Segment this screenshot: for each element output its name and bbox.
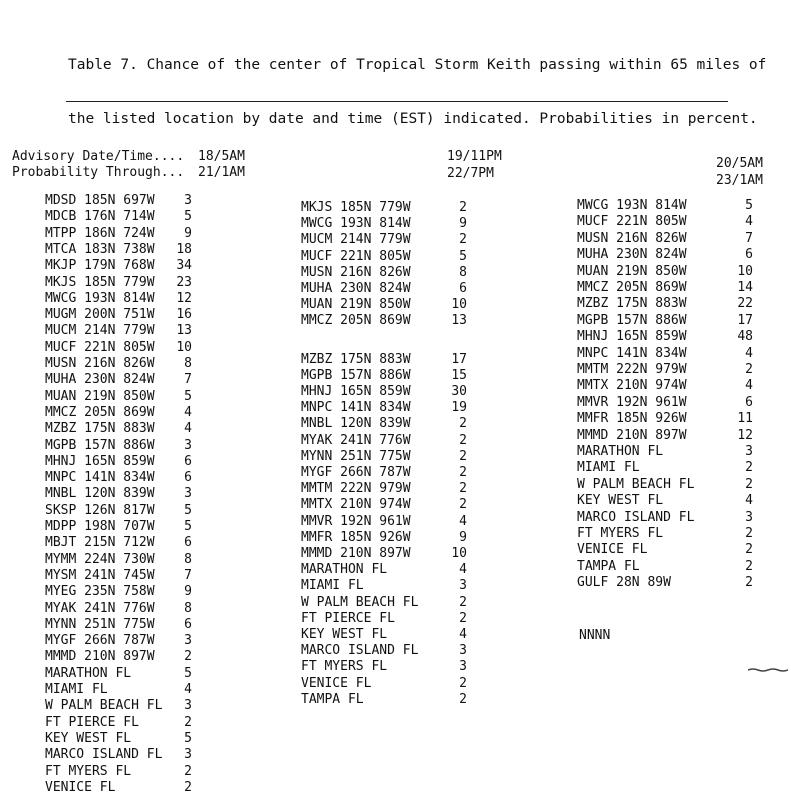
col2-probability-through: 22/7PM [447,166,494,181]
probability-value: 17 [737,312,753,328]
probability-value: 10 [451,546,467,561]
location-name: MYGF 266N 787W [45,633,155,649]
location-name: MNBL 120N 839W [45,486,155,502]
location-name: VENICE FL [577,542,648,558]
location-name: TAMPA FL [301,691,364,707]
location-name: MYAK 241N 776W [45,600,155,616]
probability-value: 3 [459,659,467,675]
location-name: MUAN 219N 850W [301,297,411,313]
probability-value: 2 [745,526,753,541]
location-name: MHNJ 165N 859W [45,453,155,469]
location-name: MIAMI FL [577,460,640,476]
horizontal-rule [66,101,728,102]
location-name: MUCF 221N 805W [577,214,687,230]
location-name: MUHA 230N 824W [45,372,155,388]
probability-value: 18 [176,241,192,257]
location-name: MYAK 241N 776W [301,432,411,448]
location-name: MUGM 200N 751W [45,307,155,323]
location-name: MARCO ISLAND FL [45,747,163,763]
location-name: MARATHON FL [301,562,388,578]
location-name: MYNN 251N 775W [301,448,411,464]
probability-value: 2 [459,200,467,215]
probability-value: 6 [184,535,192,551]
location-name: MHNJ 165N 859W [577,329,687,345]
location-name: MNPC 141N 834W [301,400,411,416]
probability-value: 3 [459,643,467,659]
probability-value: 15 [451,367,467,383]
probability-value: 4 [184,421,192,437]
probability-value: 6 [745,394,753,410]
location-name: MUSN 216N 826W [45,356,155,371]
probability-value: 3 [745,509,753,525]
probability-value: 11 [737,411,753,427]
location-name: W PALM BEACH FL [45,698,163,714]
location-name: MDSD 185N 697W [45,193,155,208]
location-name: MNPC 141N 834W [45,470,155,486]
probability-value: 9 [459,529,467,545]
location-name: MIAMI FL [301,578,364,594]
probability-value: 2 [745,362,753,377]
location-name: MUSN 216N 826W [577,230,687,246]
probability-value: 9 [184,225,192,241]
location-name: MWCG 193N 814W [301,216,411,232]
location-name: VENICE FL [45,779,116,795]
probability-value: 5 [745,198,753,213]
probability-value: 48 [737,329,753,345]
location-name: MMMD 210N 897W [577,427,687,443]
location-name: FT MYERS FL [301,659,388,675]
location-name: MTPP 186N 724W [45,225,155,241]
probability-value: 2 [459,465,467,480]
probability-value: 9 [184,584,192,600]
location-name: MARATHON FL [45,665,132,681]
location-name: MARCO ISLAND FL [577,509,695,525]
probability-value: 2 [459,481,467,497]
location-name: MZBZ 175N 883W [577,296,687,312]
probability-value: 2 [184,649,192,665]
probability-value: 4 [459,627,467,642]
probability-value: 5 [459,248,467,264]
location-name: FT MYERS FL [577,526,664,541]
probability-value: 7 [184,372,192,388]
probability-value: 2 [184,779,192,795]
probability-value: 19 [451,400,467,416]
location-name: MMTM 222N 979W [577,362,687,377]
location-name: MMMD 210N 897W [301,546,411,561]
location-name: MNBL 120N 839W [301,416,411,432]
probability-value: 13 [451,313,467,329]
location-name: GULF 28N 89W [577,575,671,591]
probability-value: 6 [184,453,192,469]
probability-value: 4 [745,214,753,230]
probability-value: 6 [184,470,192,486]
col3-probability-through: 23/1AM [716,173,763,188]
location-name: MKJS 185N 779W [45,274,155,290]
location-name: FT MYERS FL [45,763,132,779]
probability-value: 22 [737,296,753,312]
location-name: MYEG 235N 758W [45,584,155,600]
probability-value: 7 [184,567,192,583]
probability-value: 3 [184,486,192,502]
location-name: MYMM 224N 730W [45,551,155,567]
probability-value: 8 [184,551,192,567]
probability-value: 6 [745,247,753,263]
probability-value: 4 [745,493,753,509]
probability-value: 6 [184,616,192,632]
probability-value: 2 [459,448,467,464]
location-name: MZBZ 175N 883W [45,421,155,437]
location-name: MMVR 192N 961W [301,513,411,529]
probability-value: 7 [745,230,753,246]
location-name: MUHA 230N 824W [301,281,411,296]
probability-value: 30 [451,384,467,399]
probability-value: 2 [745,558,753,574]
location-name: MDPP 198N 707W [45,519,155,534]
probability-value: 2 [459,691,467,707]
location-name: MUCF 221N 805W [45,339,155,355]
probability-value: 9 [459,216,467,232]
location-name: MHNJ 165N 859W [301,384,411,399]
probability-value: 2 [459,497,467,513]
location-name: FT PIERCE FL [45,714,139,730]
location-name: KEY WEST FL [577,493,664,509]
probability-value: 13 [176,323,192,339]
location-name: MUCF 221N 805W [301,248,411,264]
probability-value: 4 [459,562,467,578]
probability-value: 3 [459,578,467,594]
location-name: MMFR 185N 926W [301,529,411,545]
probability-value: 16 [176,307,192,323]
location-name: MGPB 157N 886W [45,437,155,453]
location-name: SKSP 126N 817W [45,502,155,518]
location-name: MMCZ 205N 869W [301,313,411,329]
location-name: MWCG 193N 814W [45,290,155,306]
location-name: MKJP 179N 768W [45,258,155,274]
probability-value: 17 [451,351,467,367]
location-name: MMTX 210N 974W [301,497,411,513]
location-name: KEY WEST FL [45,730,132,746]
probability-value: 5 [184,519,192,534]
location-name: MYNN 251N 775W [45,616,155,632]
probability-value: 2 [459,610,467,626]
col1-probability-through: 21/1AM [198,165,245,180]
probability-value: 14 [737,280,753,295]
probability-value: 3 [184,633,192,649]
probability-value: 5 [184,388,192,404]
location-name: FT PIERCE FL [301,610,395,626]
location-name: MMMD 210N 897W [45,649,155,665]
col2-advisory-date: 19/11PM [447,149,502,164]
probability-value: 5 [184,730,192,746]
probability-value: 2 [184,714,192,730]
probability-value: 2 [459,232,467,248]
location-name: MUCM 214N 779W [301,232,411,248]
location-name: MBJT 215N 712W [45,535,155,551]
location-name: VENICE FL [301,675,372,691]
location-name: MMTX 210N 974W [577,378,687,394]
probability-value: 10 [737,263,753,279]
pen-mark [748,668,788,672]
probability-value: 3 [745,444,753,459]
probability-value: 4 [745,378,753,394]
probability-value: 2 [184,763,192,779]
probability-value: 2 [745,476,753,492]
probability-value: 3 [184,747,192,763]
location-name: MDCB 176N 714W [45,209,155,225]
location-name: MARCO ISLAND FL [301,643,419,659]
probability-value: 8 [184,600,192,616]
probability-value: 4 [184,404,192,420]
probability-value: 3 [184,437,192,453]
location-name: MUAN 219N 850W [45,388,155,404]
location-name: MMTM 222N 979W [301,481,411,497]
probability-value: 4 [459,513,467,529]
probability-value: 5 [184,209,192,225]
location-name: MMFR 185N 926W [577,411,687,427]
location-name: MUAN 219N 850W [577,263,687,279]
probability-value: 12 [176,290,192,306]
advisory-date-label: Advisory Date/Time.... [12,149,185,164]
probability-value: 5 [184,502,192,518]
location-name: MGPB 157N 886W [301,367,411,383]
location-name: MKJS 185N 779W [301,200,411,215]
location-name: MMVR 192N 961W [577,394,687,410]
end-marker: NNNN [579,628,611,643]
location-name: MYGF 266N 787W [301,465,411,480]
location-name: MTCA 183N 738W [45,241,155,257]
location-name: MGPB 157N 886W [577,312,687,328]
location-name: MZBZ 175N 883W [301,351,411,367]
location-name: MARATHON FL [577,444,664,459]
caption-line-2: the listed location by date and time (EST) indicated. Probabilities in percent. [68,111,758,127]
probability-value: 4 [745,345,753,361]
probability-value: 12 [737,427,753,443]
probability-value: 3 [184,698,192,714]
probability-value: 2 [459,594,467,610]
probability-value: 2 [745,460,753,476]
probability-value: 10 [176,339,192,355]
probability-value: 4 [184,682,192,697]
probability-value: 2 [459,432,467,448]
probability-through-label: Probability Through... [12,165,185,180]
location-name: W PALM BEACH FL [577,476,695,492]
probability-value: 2 [459,416,467,432]
location-name: MWCG 193N 814W [577,198,687,213]
location-name: MIAMI FL [45,682,108,697]
probability-value: 5 [184,665,192,681]
location-name: MUSN 216N 826W [301,264,411,280]
probability-value: 3 [184,193,192,208]
location-name: MUCM 214N 779W [45,323,155,339]
location-name: TAMPA FL [577,558,640,574]
probability-value: 2 [459,675,467,691]
col1-advisory-date: 18/5AM [198,149,245,164]
location-name: MMCZ 205N 869W [577,280,687,295]
probability-value: 6 [459,281,467,296]
table-caption [68,20,767,146]
probability-value: 2 [745,575,753,591]
col3-advisory-date: 20/5AM [716,156,763,171]
location-name: MNPC 141N 834W [577,345,687,361]
location-name: MYSM 241N 745W [45,567,155,583]
location-name: W PALM BEACH FL [301,594,419,610]
probability-value: 8 [184,356,192,371]
probability-value: 2 [745,542,753,558]
location-name: MUHA 230N 824W [577,247,687,263]
location-name: KEY WEST FL [301,627,388,642]
location-name: MMCZ 205N 869W [45,404,155,420]
probability-value: 34 [176,258,192,274]
caption-line-1: Table 7. Chance of the center of Tropical Storm Keith passing within 65 miles of [68,57,767,73]
probability-value: 23 [176,274,192,290]
probability-value: 10 [451,297,467,313]
probability-value: 8 [459,264,467,280]
